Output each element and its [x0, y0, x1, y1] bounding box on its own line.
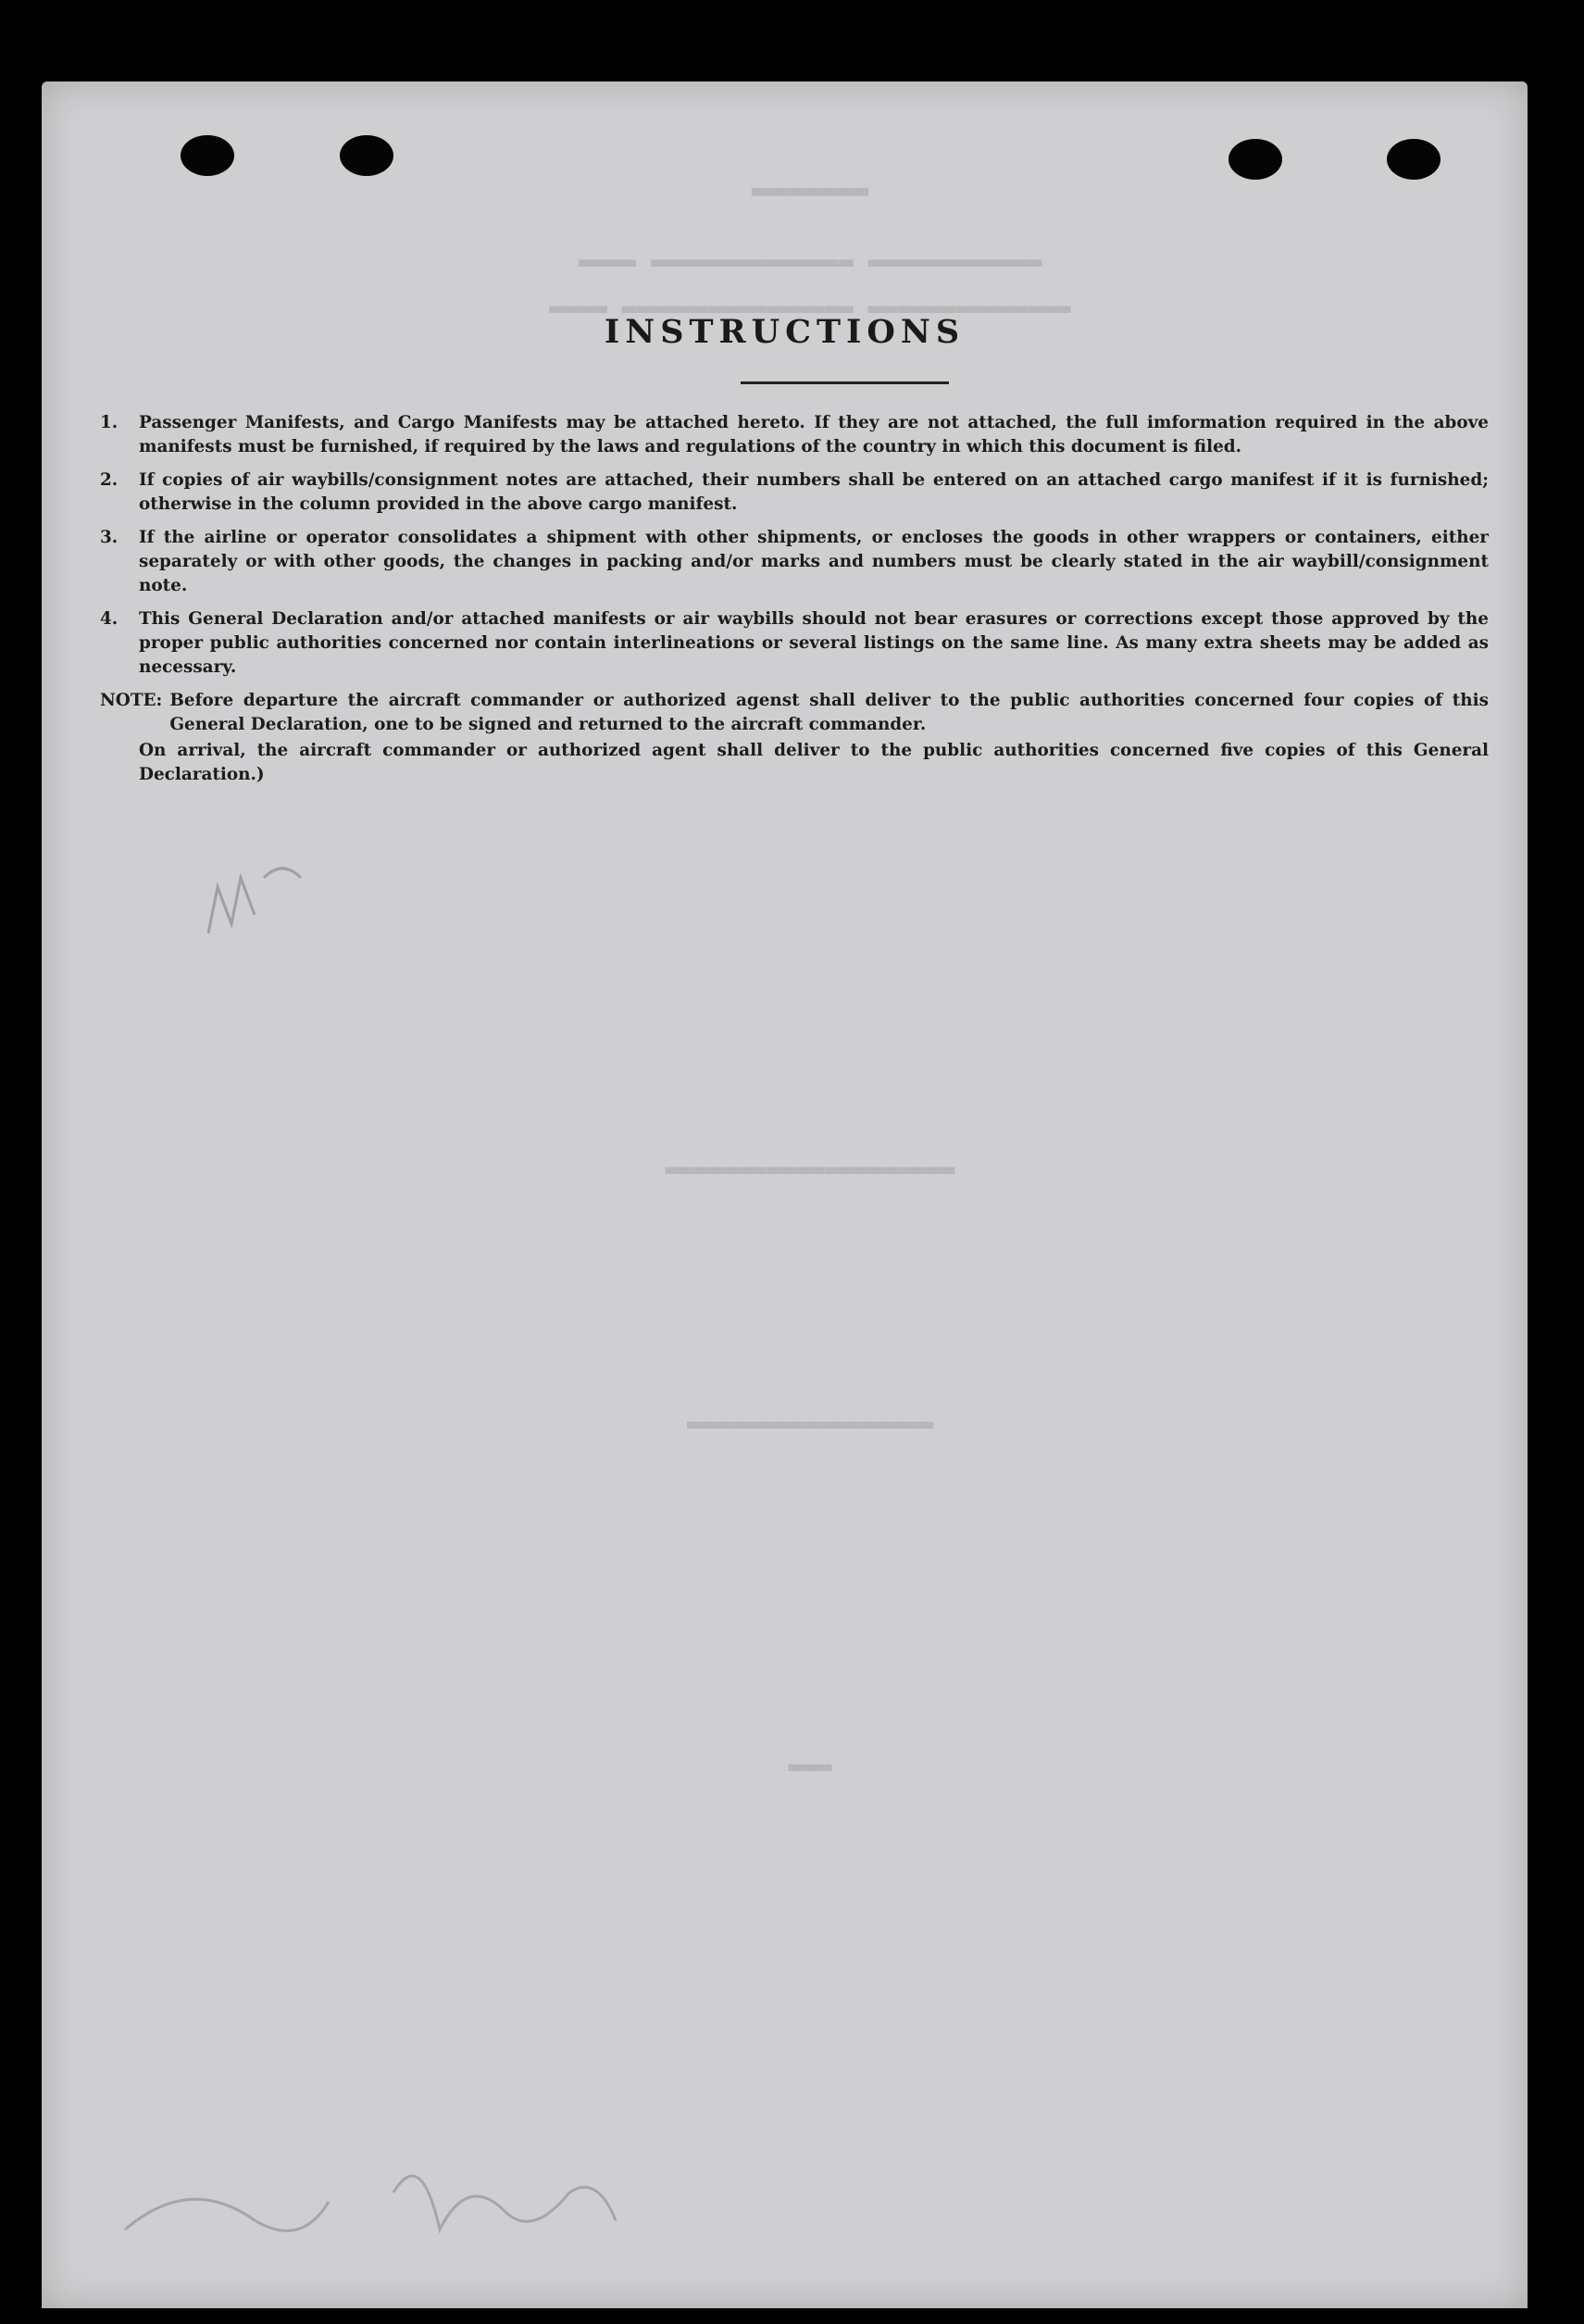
show-through-text: ▬▬▬▬▬▬▬▬▬▬▬▬▬▬▬▬▬▬▬▬ — [665, 1156, 955, 1183]
note-label: NOTE: — [100, 691, 163, 710]
note-block — [100, 689, 1489, 737]
title-underline — [741, 381, 949, 384]
instructions-list — [100, 411, 1489, 787]
handwritten-mark — [199, 850, 329, 961]
instruction-text: This General Declaration and/or attached manifests or air waybills should not bear erasures or corrections except those approved by the proper public authorities concerned nor contain interlineations or several listings on the same line. As many extra sheets may be added as necessary. — [139, 609, 1489, 677]
instruction-item — [100, 607, 1489, 680]
instruction-number: 1. — [100, 413, 118, 432]
instruction-number: 3. — [100, 528, 118, 547]
instruction-text: If copies of air waybills/consignment notes are attached, their numbers shall be entered on an attached cargo manifest if it is furnished; otherwise in the column provided in the above cargo manifest. — [139, 470, 1489, 514]
instruction-text: Passenger Manifests, and Cargo Manifests may be attached hereto. If they are not attached, the full imformation required in the above manifests must be furnished, if required by the laws and regulations of the country in which this document is filed. — [139, 413, 1489, 456]
page-title: INSTRUCTIONS — [604, 313, 966, 351]
instruction-text: If the airline or operator consolidates a shipment with other shipments, or encloses the goods in other wrappers or containers, either separately or with other goods, the changes in packing and/or marks and numbers must be clearly stated in the air waybill/consignment note. — [139, 528, 1489, 595]
show-through-text: ▬▬▬▬▬▬▬▬▬▬▬▬ ▬▬▬▬▬▬▬▬▬▬▬▬▬▬ ▬▬▬▬ — [578, 248, 1042, 276]
instruction-item — [100, 526, 1489, 598]
show-through-text: ▬▬▬▬▬▬▬▬▬▬▬▬▬▬ ▬▬▬▬▬▬▬▬▬▬▬▬▬▬▬▬ ▬▬▬▬ — [549, 294, 1071, 322]
signature-mark — [116, 2118, 634, 2267]
instruction-item — [100, 469, 1489, 517]
show-through-text: ▬▬▬▬▬▬▬ — [751, 174, 869, 206]
show-through-text: ▬▬▬ — [788, 1753, 832, 1780]
note-text: Before departure the aircraft commander or authorized agenst shall deliver to the public authorities concerned four copies of this General Declaration, one to be signed and returned to the aircraft commander. — [169, 691, 1489, 734]
punch-hole — [181, 135, 234, 176]
punch-hole — [340, 135, 393, 176]
instruction-number: 4. — [100, 609, 118, 629]
instruction-number: 2. — [100, 470, 118, 490]
show-through-text: ▬▬▬▬▬▬▬▬▬▬▬▬▬▬▬▬▬ — [686, 1410, 934, 1438]
note-arrival-text: On arrival, the aircraft commander or authorized agent shall deliver to the public authorities concerned five copies of this General Declaration.) — [139, 741, 1489, 784]
document-page — [42, 81, 1528, 2308]
instruction-item — [100, 411, 1489, 459]
